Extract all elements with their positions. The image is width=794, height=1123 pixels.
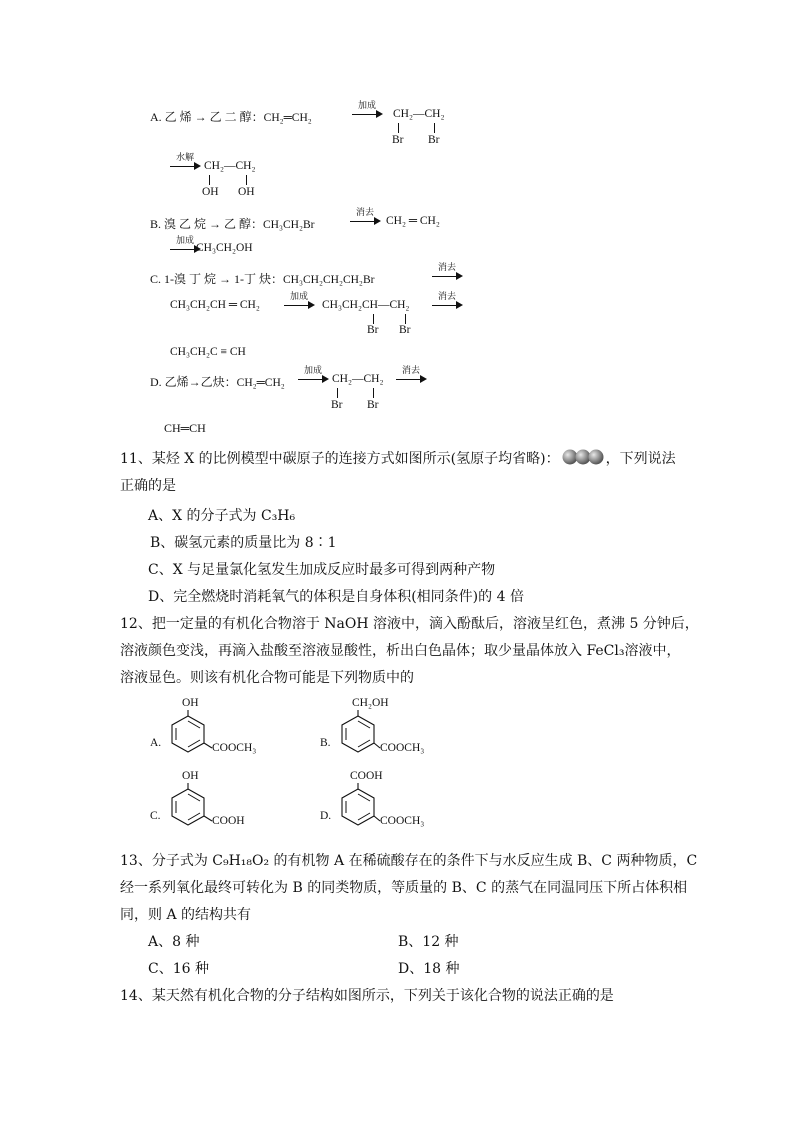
ethanol: CH₃CH₂OH: [196, 242, 253, 254]
arrow-condition: 消去: [355, 208, 374, 218]
structure-option-letter: A.: [150, 737, 162, 749]
hydroxyl-label: OH: [238, 186, 255, 198]
hydroxyl-label: OH: [202, 186, 219, 198]
butyne: CH₃CH₂C ≡ CH: [170, 346, 246, 358]
substituent-top: OH: [182, 697, 199, 709]
bromine-label: Br: [367, 324, 379, 336]
q13-option: B、12 种: [398, 934, 459, 950]
bromine-label: Br: [399, 324, 411, 336]
bromine-label: Br: [392, 134, 404, 146]
substituent-top: COOH: [350, 770, 383, 782]
structure-option-letter: D.: [320, 810, 332, 822]
option-d-label: D. 乙烯→乙炔：CH₂═CH₂: [150, 375, 285, 389]
q11-option: C、X 与足量氯化氢发生加成反应时最多可得到两种产物: [148, 562, 496, 578]
bromine-label: Br: [331, 399, 343, 411]
dibromo-fragment: CH₂—CH₂: [393, 108, 445, 120]
substituent-side: COOCH₃: [212, 742, 257, 754]
arrow-condition: 加成: [289, 292, 308, 302]
q13-stem: 经一系列氧化最终可转化为 B 的同类物质，等质量的 B、C 的蒸气在同温同压下所占体积相: [120, 880, 688, 896]
q13-option: D、18 种: [398, 961, 460, 977]
arrow-condition: 消去: [401, 366, 420, 376]
arrow-condition: 加成: [357, 101, 376, 111]
q12-stem: 溶液显色。则该有机化合物可能是下列物质中的: [120, 670, 414, 686]
dibromoethane: CH₂—CH₂: [332, 373, 384, 385]
q11-option: D、完全燃烧时消耗氧气的体积是自身体积(相同条件)的 4 倍: [148, 589, 524, 605]
butene: CH₃CH₂CH ═ CH₂: [170, 299, 260, 311]
benzene-ring-icon: [338, 783, 384, 835]
substituent-top: CH₂OH: [352, 697, 389, 709]
q13-option: A、8 种: [148, 934, 200, 950]
structure-option-letter: C.: [150, 810, 161, 822]
q14-stem: 14、某天然有机化合物的分子结构如图所示，下列关于该化合物的说法正确的是: [120, 988, 614, 1004]
substituent-top: OH: [182, 770, 199, 782]
bromine-label: Br: [367, 399, 379, 411]
substituent-side: COOH: [212, 815, 245, 827]
q12-stem: 12、把一定量的有机化合物溶于 NaOH 溶液中，滴入酚酞后，溶液呈红色，煮沸 5 分钟后，: [120, 616, 699, 632]
arrow-condition: 水解: [175, 153, 194, 163]
option-a-label: A. 乙 烯 → 乙 二 醇：CH₂═CH₂: [150, 110, 312, 124]
q11-option: B、碳氢元素的质量比为 8∶1: [150, 535, 337, 551]
substituent-side: COOCH₃: [380, 742, 425, 754]
space-filling-model-icon: [562, 449, 604, 465]
ethylene: CH₂ ═ CH₂: [386, 215, 440, 227]
q12-stem: 溶液颜色变浅，再滴入盐酸至溶液显酸性，析出白色晶体；取少量晶体放入 FeCl₃溶液中，: [120, 643, 681, 659]
q13-stem: 13、分子式为 C₉H₁₈O₂ 的有机物 A 在稀硫酸存在的条件下与水反应生成 B、C 两种物质，C: [120, 853, 698, 869]
arrow-condition: 加成: [303, 366, 322, 376]
q13-option: C、16 种: [148, 961, 209, 977]
option-b-label: B. 溴 乙 烷 → 乙 醇：CH₃CH₂Br: [150, 217, 315, 231]
q13-stem: 同，则 A 的结构共有: [120, 907, 252, 923]
diol-fragment: CH₂—CH₂: [204, 160, 256, 172]
option-c-label: C. 1-溴 丁 烷 → 1-丁 炔：CH₃CH₂CH₂CH₂Br: [150, 272, 375, 286]
q11-stem: 11、某烃 X 的比例模型中碳原子的连接方式如图所示(氢原子均省略)： ，下列说法: [120, 451, 676, 467]
substituent-side: COOCH₃: [380, 815, 425, 827]
q11-option: A、X 的分子式为 C₃H₆: [148, 508, 296, 524]
benzene-ring-icon: [168, 783, 214, 835]
benzene-ring-icon: [168, 710, 214, 762]
structure-option-letter: B.: [320, 737, 331, 749]
bromine-label: Br: [428, 134, 440, 146]
arrow-condition: 消去: [437, 292, 456, 302]
arrow-condition: 消去: [437, 263, 456, 273]
dibromobutane: CH₃CH₂CH—CH₂: [322, 299, 410, 311]
arrow-condition: 加成: [175, 236, 194, 246]
q11-stem-cont: 正确的是: [120, 478, 176, 494]
acetylene: CH═CH: [164, 421, 206, 435]
benzene-ring-icon: [338, 710, 384, 762]
